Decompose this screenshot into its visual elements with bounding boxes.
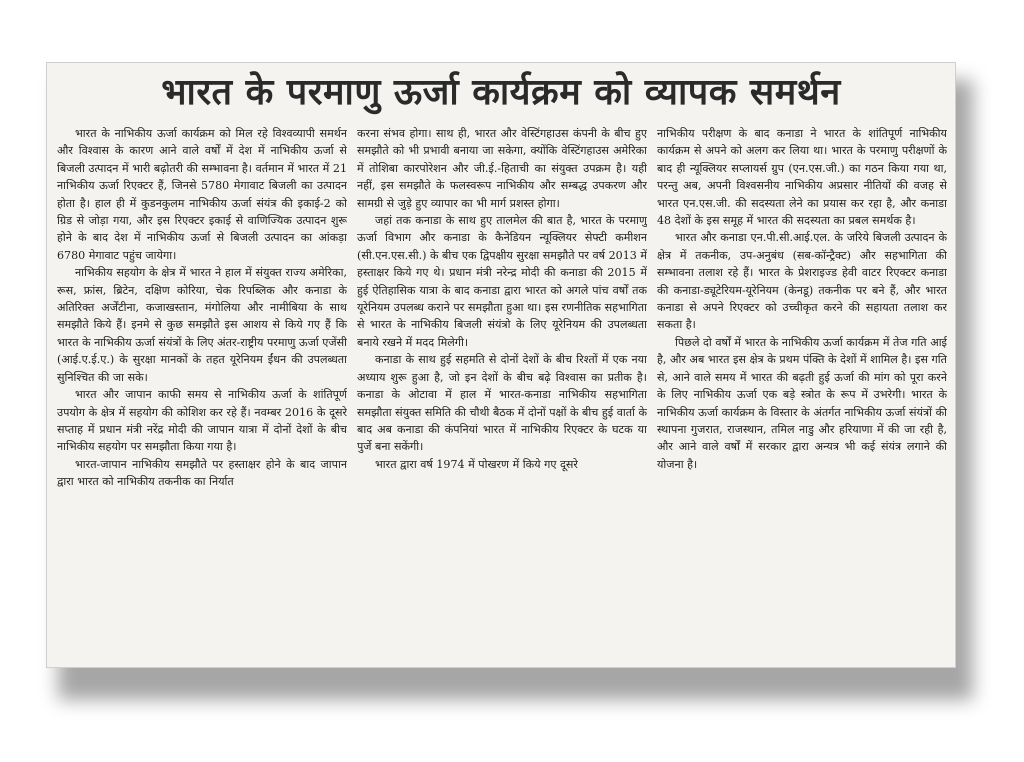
article-column-1 bbox=[57, 125, 347, 661]
paragraph: नाभिकीय परीक्षण के बाद कनाडा ने भारत के शांतिपूर्ण नाभिकीय कार्यक्रम से अपने को अलग कर लिया था। भारत के परमाणु परीक्षणों के बाद ही न्यूक्लियर सप्लायर्स ग्रुप (एन.एस.जी.) का गठन किया गया था, परन्तु अब, अपनी विश्वसनीय नाभिकीय अप्रसार नीतियों की वजह से भारत एन.एस.जी. की सदस्यता लेने का प्रयास कर रहा है, और कनाडा 48 देशों के इस समूह में भारत की सदस्यता का प्रबल समर्थक है। bbox=[657, 127, 947, 228]
paragraph: पिछले दो वर्षों में भारत के नाभिकीय ऊर्जा कार्यक्रम में तेज गति आई है, और अब भारत इस क्षेत्र के प्रथम पंक्ति के देशों में शामिल है। इस गति से, आने वाले समय में भारत की बढ़ती हुई ऊर्जा की मांग को पूरा करने के लिए नाभिकीय ऊर्जा एक बड़े स्त्रोत के रूप में उभरेगी। भारत के नाभिकीय ऊर्जा कार्यक्रम के विस्तार के अंतर्गत नाभिकीय ऊर्जा संयंत्रों की स्थापना गुजरात, राजस्थान, तमिल नाडु और हरियाणा में की जा रही है, और आने वाले वर्षों में सरकार द्वारा अन्यत्र भी कई संयंत्र लगाने की योजना है। bbox=[657, 335, 947, 471]
paragraph: नाभिकीय सहयोग के क्षेत्र में भारत ने हाल में संयुक्त राज्य अमेरिका, रूस, फ्रांस, ब्रिटेन, दक्षिण कोरिया, चेक रिपब्लिक और कनाडा के अतिरिक्त अर्जेंटीना, कजाखस्तान, मंगोलिया और नामीबिया के साथ समझौते किये हैं। इनमे से कुछ समझौते इस आशय से किये गए हैं कि भारत के नाभिकीय ऊर्जा संयंत्रों के लिए अंतर-राष्ट्रीय परमाणु ऊर्जा एजेंसी (आई.ए.ई.ए.) के सुरक्षा मानकों के तहत यूरेनियम ईंधन की उपलब्धता सुनिश्चित की जा सके। bbox=[57, 266, 347, 384]
paragraph: जहां तक कनाडा के साथ हुए तालमेल की बात है, भारत के परमाणु ऊर्जा विभाग और कनाडा के कैनेडियन न्यूक्लियर सेफ्टी कमीशन (सी.एन.एस.सी.) के बीच एक द्विपक्षीय सुरक्षा समझौते पर वर्ष 2013 में हस्ताक्षर किये गए थे। प्रधान मंत्री नरेन्द्र मोदी की कनाडा की 2015 में हुई ऐतिहासिक यात्रा के बाद कनाडा द्वारा भारत को अगले पांच वर्षों तक यूरेनियम उपलब्ध कराने पर समझौता हुआ था। इस रणनीतिक सहभागिता से भारत के नाभिकीय बिजली संयंत्रो के लिए यूरेनियम की उपलब्धता बनाये रखने में मदद मिलेगी। bbox=[357, 214, 647, 349]
article-column-2 bbox=[357, 125, 647, 661]
paragraph: भारत द्वारा वर्ष 1974 में पोखरण में किये गए दूसरे bbox=[375, 457, 578, 471]
article-columns bbox=[57, 125, 947, 661]
paragraph: कनाडा के साथ हुई सहमति से दोनों देशों के बीच रिश्तों में एक नया अध्याय शुरू हुआ है, जो इन देशों के बीच बढ़े विश्वास का प्रतीक है। कनाडा के ओटावा में हाल में भारत-कनाडा नाभिकीय सहभागिता समझौता संयुक्त समिति की चौथी बैठक में दोनों पक्षों के बीच हुई वार्ता के बाद अब कनाडा की कंपनियां भारत में नाभिकीय रिएक्टर के घटक या पुर्जे बना सकेंगी। bbox=[357, 353, 647, 454]
newspaper-clipping bbox=[46, 62, 956, 668]
paragraph: भारत के नाभिकीय ऊर्जा कार्यक्रम को मिल रहे विश्वव्यापी समर्थन और विश्वास के कारण आने वाले वर्षों में देश में नाभिकीय ऊर्जा से बिजली उत्पादन में भारी बढ़ोतरी की सम्भावना है। वर्तमान में भारत में 21 नाभिकीय ऊर्जा रिएक्टर हैं, जिनसे 5780 मेगावाट बिजली का उत्पादन होता है। हाल ही में कुडनकुलम नाभिकीय ऊर्जा संयंत्र की इकाई-2 को ग्रिड से जोड़ा गया, और इस रिएक्टर इकाई से वाणिज्यिक उत्पादन शुरू होने के बाद देश में नाभिकीय ऊर्जा से बिजली उत्पादन का आंकड़ा 6780 मेगावाट पहुंच जायेगा। bbox=[57, 127, 347, 262]
paragraph: भारत-जापान नाभिकीय समझौते पर हस्ताक्षर होने के बाद जापान द्वारा भारत को नाभिकीय तकनीक का निर्यात bbox=[57, 457, 347, 489]
paragraph: भारत और कनाडा एन.पी.सी.आई.एल. के जरिये बिजली उत्पादन के क्षेत्र में तकनीक, उप-अनुबंध (सब-कॉन्ट्रैक्ट) और सहभागिता की सम्भावना तलाश रहे हैं। भारत के प्रेशराइज्ड हेवी वाटर रिएक्टर कनाडा की कनाडा-ड्यूटेरियम-यूरेनियम (केनडू) तकनीक पर बने हैं, और भारत कनाडा से अपने रिएक्टर को उच्चीकृत करने की सहायता तलाश कर सकता है। bbox=[657, 231, 947, 332]
paragraph: भारत और जापान काफी समय से नाभिकीय ऊर्जा के शांतिपूर्ण उपयोग के क्षेत्र में सहयोग की कोशिश कर रहे हैं। नवम्बर 2016 के दूसरे सप्ताह में प्रधान मंत्री नरेंद्र मोदी की जापान यात्रा में दोनों देशों के बीच नाभिकीय सहयोग पर समझौता किया गया है। bbox=[57, 388, 347, 454]
paragraph: करना संभव होगा। साथ ही, भारत और वेस्टिंगहाउस कंपनी के बीच हुए समझौते को भी प्रभावी बनाया जा सकेगा, क्योंकि वेस्टिंगहाउस अमेरिका में तोशिबा कारपोरेशन और जी.ई.-हिताची का संयुक्त उपक्रम है। यही नहीं, इस समझौते के फलस्वरूप नाभिकीय और सम्बद्ध उपकरण और सामग्री से जुड़े हुए व्यापार का भी मार्ग प्रशस्त होगा। bbox=[357, 127, 647, 210]
headline: भारत के परमाणु ऊर्जा कार्यक्रम को व्यापक समर्थन bbox=[161, 71, 841, 113]
article-column-3 bbox=[657, 125, 947, 661]
